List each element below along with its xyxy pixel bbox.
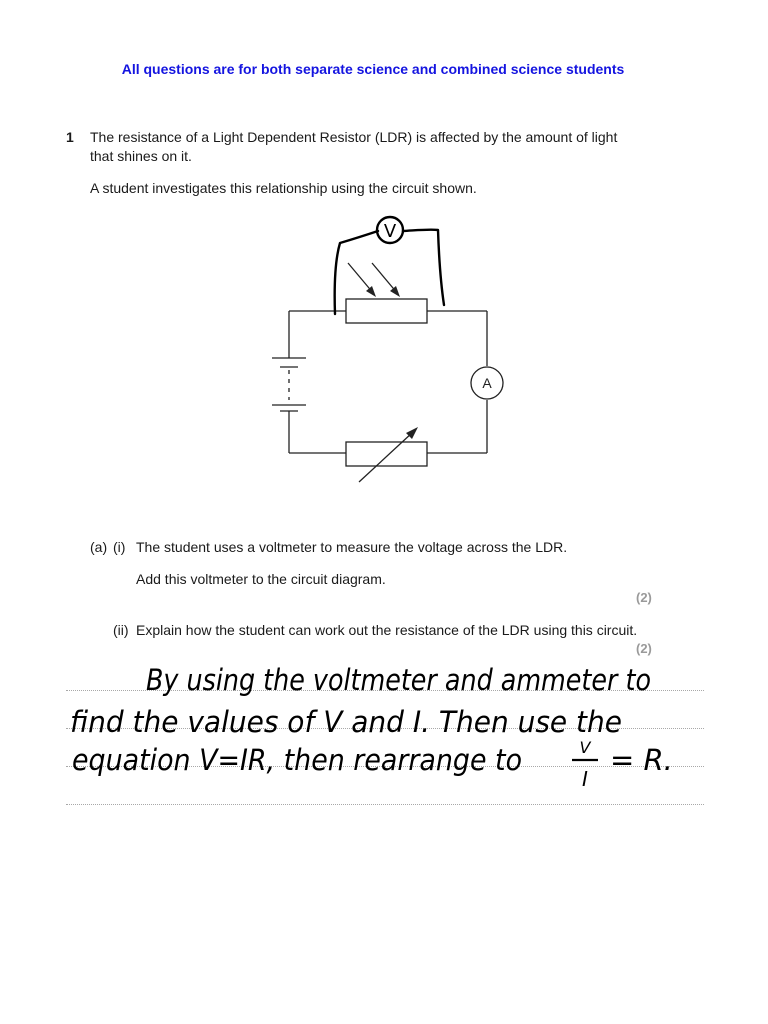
exam-banner: All questions are for both separate science and combined science students	[121, 61, 625, 77]
ammeter-label: A	[482, 375, 492, 391]
answer-text-line-3-end: = R.	[610, 743, 673, 777]
circuit-diagram	[260, 205, 520, 495]
part-a-ii-marks: (2)	[636, 641, 652, 656]
question-number: 1	[66, 129, 74, 145]
answer-text-line-3: equation V=IR, then rearrange to	[72, 743, 522, 777]
ammeter-symbol	[471, 367, 503, 399]
question-setup: A student investigates this relationship using the circuit shown.	[90, 180, 477, 196]
fraction-numerator: V	[579, 738, 591, 757]
variable-resistor-symbol	[346, 427, 427, 482]
fraction-denominator: I	[582, 767, 588, 791]
part-a-i-question: The student uses a voltmeter to measure the voltage across the LDR.	[136, 539, 568, 555]
answer-line-4	[66, 804, 704, 805]
answer-text-line-1: By using the voltmeter and ammeter to	[146, 663, 651, 697]
question-intro-line-1: The resistance of a Light Dependent Resistor (LDR) is affected by the amount of light	[90, 129, 618, 145]
handwritten-answer	[60, 650, 710, 800]
answer-text-line-2: find the values of V and I. Then use the	[70, 705, 622, 739]
voltmeter-label: V	[383, 221, 397, 242]
part-a-label: (a)	[90, 539, 108, 555]
answer-fraction	[572, 738, 598, 791]
part-a-ii-label: (ii)	[113, 622, 129, 638]
part-a-i-marks: (2)	[636, 590, 652, 605]
circuit-wires	[289, 311, 487, 453]
part-a-ii-question: Explain how the student can work out the resistance of the LDR using this circuit.	[136, 622, 638, 638]
part-a-i-instruction: Add this voltmeter to the circuit diagram.	[136, 571, 386, 587]
ldr-symbol	[346, 263, 427, 323]
battery-symbol	[272, 358, 306, 411]
question-intro-line-2: that shines on it.	[90, 148, 192, 164]
part-a-i-label: (i)	[113, 539, 126, 555]
